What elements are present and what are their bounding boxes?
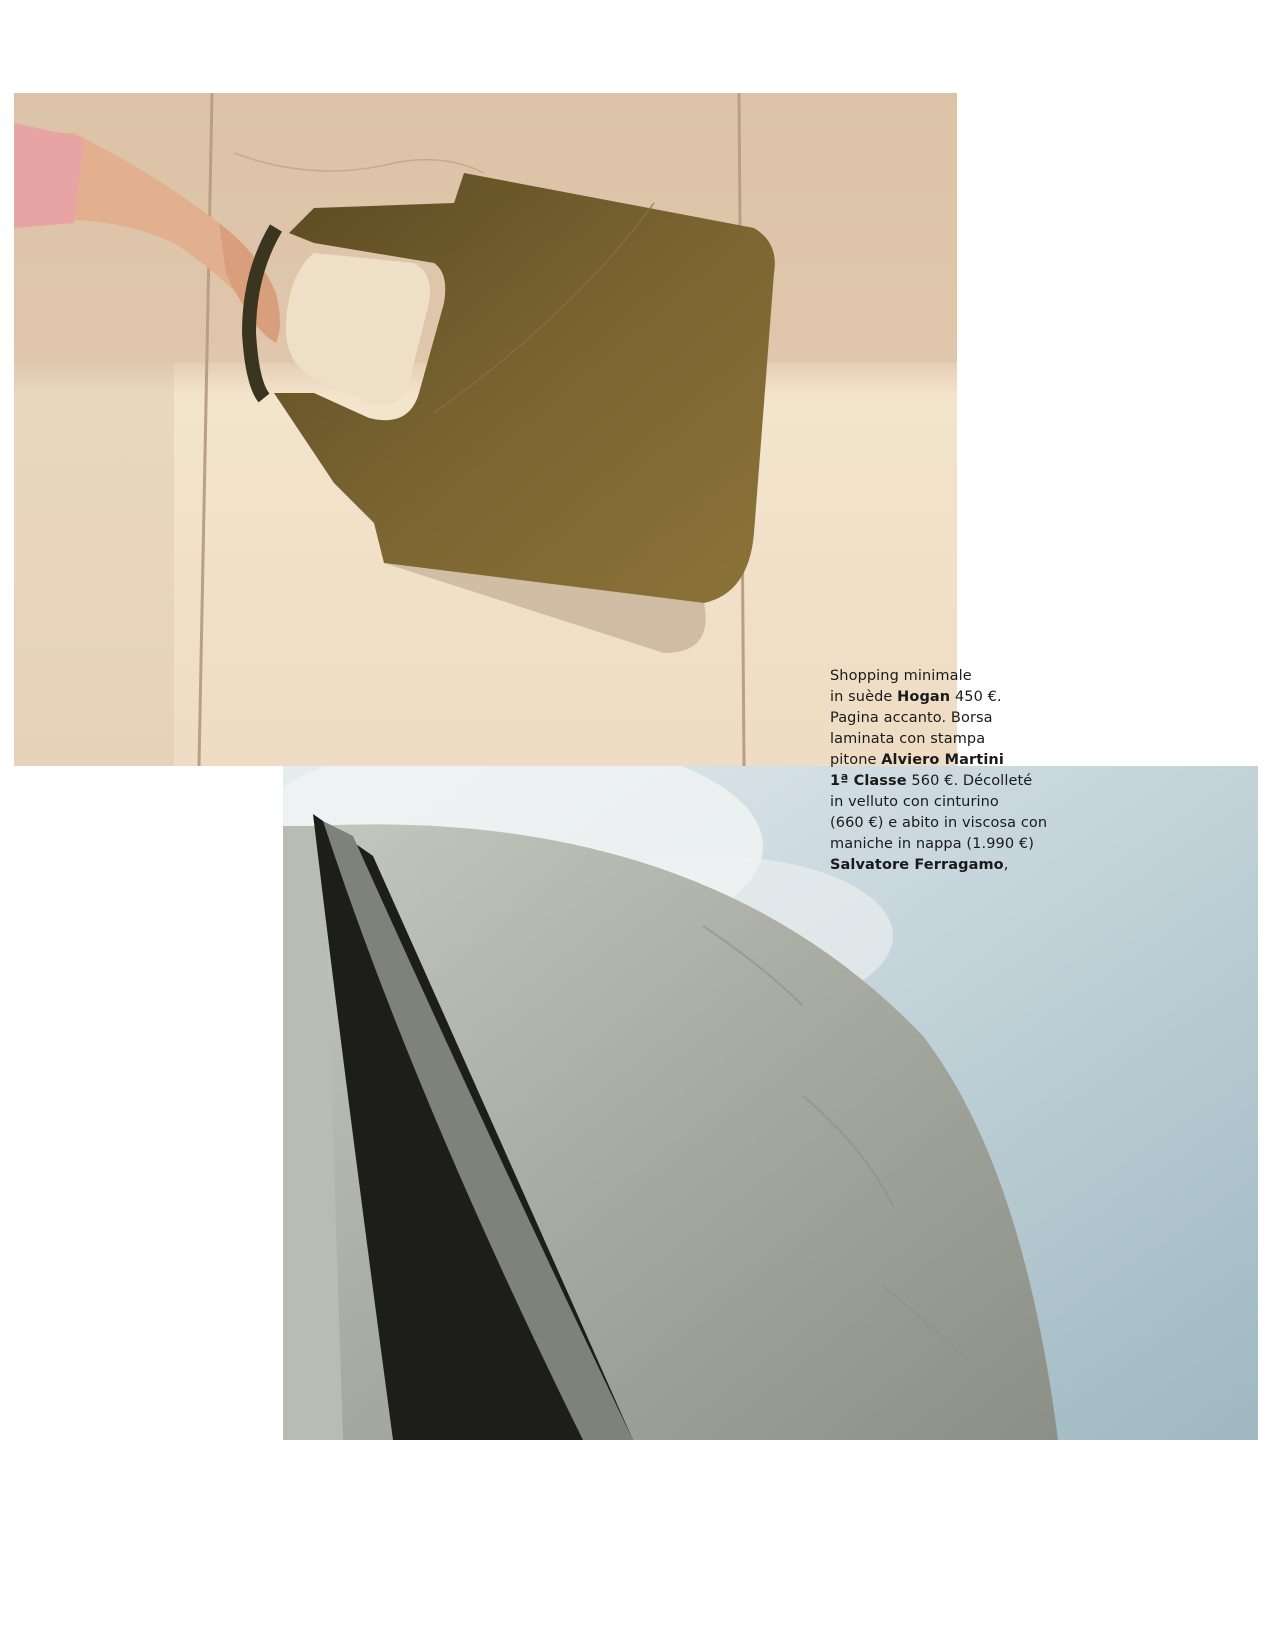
caption-text: pitone <box>830 752 882 768</box>
caption-line <box>830 708 1070 729</box>
brand-name: 1ª Classe <box>830 773 907 789</box>
caption-line <box>830 729 1070 750</box>
brand-name: Alviero Martini <box>881 752 1004 768</box>
caption-text: maniche in nappa (1.990 €) <box>830 836 1034 852</box>
caption-text: laminata con stampa <box>830 731 986 747</box>
caption-text: Pagina accanto. Borsa <box>830 710 993 726</box>
brand-name: Salvatore Ferragamo <box>830 857 1004 873</box>
caption-text: , <box>1003 857 1009 873</box>
caption-text: Shopping minimale <box>830 668 972 684</box>
caption-line <box>830 792 1070 813</box>
photo-suede-bag <box>14 93 957 766</box>
caption-text: 560 €. Décolleté <box>906 773 1033 789</box>
caption-line <box>830 666 1070 687</box>
caption-text: in velluto con cinturino <box>830 794 999 810</box>
suede-bag-illustration <box>14 93 957 766</box>
caption-line <box>830 771 1070 792</box>
photo-metal-sculpture <box>283 766 1258 1440</box>
caption-line <box>830 855 1070 876</box>
metal-sculpture-illustration <box>283 766 1258 1440</box>
caption-line <box>830 813 1070 834</box>
caption-line <box>830 834 1070 855</box>
brand-name: Hogan <box>897 689 951 705</box>
caption-text: 450 €. <box>950 689 1002 705</box>
caption-line <box>830 687 1070 708</box>
caption-text: in suède <box>830 689 898 705</box>
photo-caption <box>830 666 1070 876</box>
caption-text: (660 €) e abito in viscosa con <box>830 815 1048 831</box>
caption-line <box>830 750 1070 771</box>
